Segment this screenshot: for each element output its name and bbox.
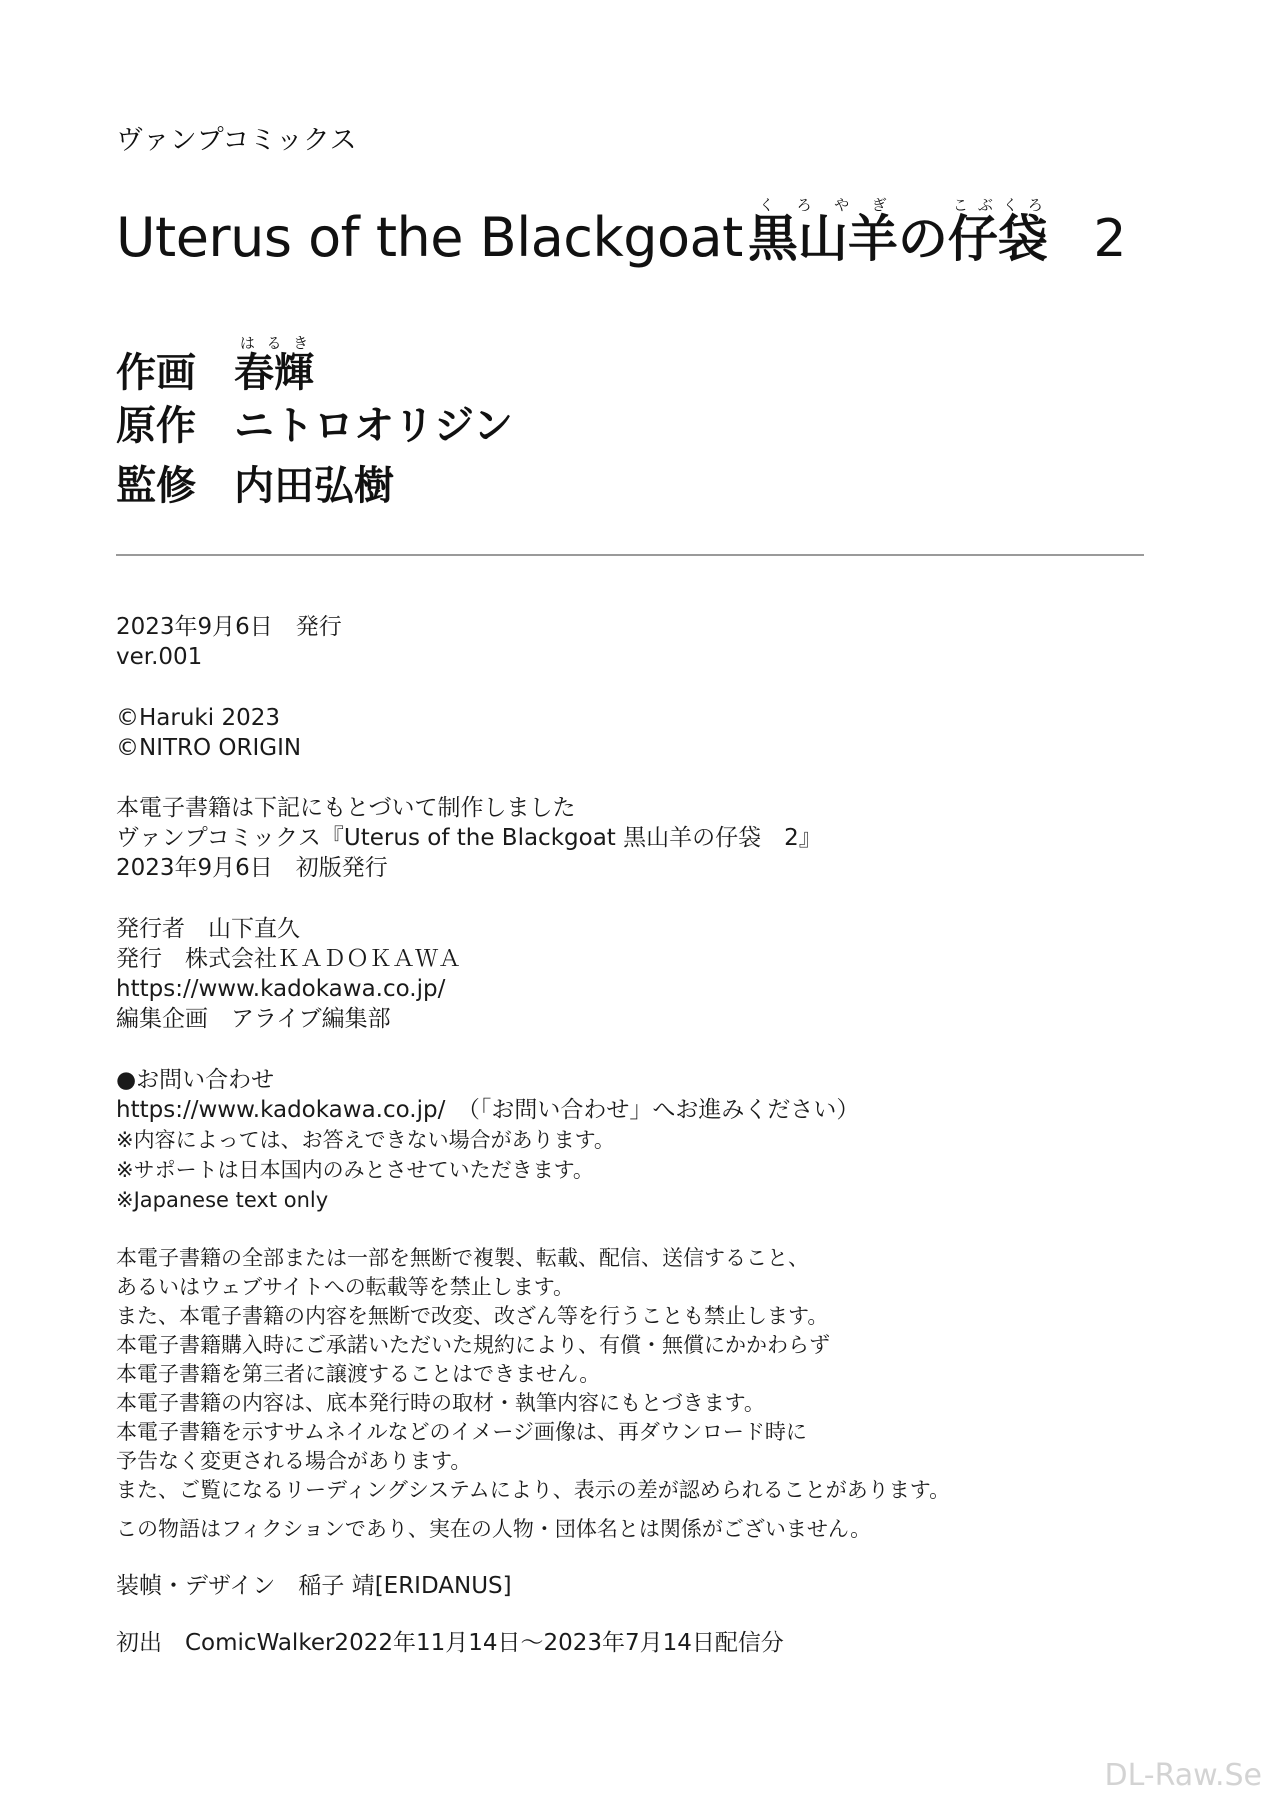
title-jp-part: の bbox=[897, 210, 948, 268]
publication-version: ver.001 bbox=[116, 644, 203, 670]
legal-line: また、ご覧になるリーディングシステムにより、表示の差が認められることがあります。 bbox=[116, 1478, 951, 1502]
source-line: ヴァンプコミックス『Uterus of the Blackgoat 黒山羊の仔袋 2』 bbox=[116, 825, 822, 851]
legal-line: また、本電子書籍の内容を無断で改変、改ざん等を行うことも禁止します。 bbox=[116, 1304, 829, 1328]
source-line: 本電子書籍は下記にもとづいて制作しました bbox=[116, 795, 576, 821]
contact-heading: ●お問い合わせ bbox=[116, 1067, 275, 1093]
publisher-line: 編集企画 アライブ編集部 bbox=[116, 1006, 391, 1032]
legal-line: 本電子書籍を第三者に譲渡することはできません。 bbox=[116, 1362, 601, 1386]
copyright-line: ©NITRO ORIGIN bbox=[116, 735, 302, 761]
credit-supervisor bbox=[116, 454, 394, 511]
credit-name: ニトロオリジン bbox=[234, 403, 513, 449]
publication-info bbox=[116, 612, 342, 672]
copyright-line: ©Haruki 2023 bbox=[116, 705, 280, 731]
legal-line: 本電子書籍の内容は、底本発行時の取材・執筆内容にもとづきます。 bbox=[116, 1391, 765, 1415]
credit-artist bbox=[116, 334, 314, 398]
publisher-block bbox=[116, 914, 461, 1034]
book-title bbox=[116, 196, 1126, 271]
publisher-line: 発行 株式会社ＫＡＤＯＫＡＷＡ bbox=[116, 946, 461, 972]
title-jp-part: 仔袋こぶくろ bbox=[947, 196, 1048, 268]
legal-line: 本電子書籍を示すサムネイルなどのイメージ画像は、再ダウンロード時に bbox=[116, 1420, 807, 1444]
title-english: Uterus of the Blackgoat bbox=[116, 206, 743, 269]
credit-role: 作画 bbox=[116, 350, 196, 396]
title-jp-part: 黒山羊くろやぎ bbox=[747, 196, 898, 268]
title-japanese bbox=[747, 196, 1065, 268]
credit-name: 内田弘樹 bbox=[234, 463, 394, 509]
legal-line: 本電子書籍購入時にご承諾いただいた規約により、有償・無償にかかわらず bbox=[116, 1333, 830, 1357]
contact-url-line: https://www.kadokawa.co.jp/ （「お問い合わせ」へお進みください） bbox=[116, 1097, 860, 1123]
legal-line: 予告なく変更される場合があります。 bbox=[116, 1449, 472, 1473]
design-credit: 装幀・デザイン 稲子 靖[ERIDANUS] bbox=[116, 1573, 512, 1599]
fiction-notice: この物語はフィクションであり、実在の人物・団体名とは関係がございません。 bbox=[116, 1517, 872, 1541]
contact-note: ※内容によっては、お答えできない場合があります。 bbox=[116, 1128, 615, 1152]
source-edition-block bbox=[116, 793, 822, 883]
credit-original bbox=[116, 394, 513, 451]
title-volume: 2 bbox=[1093, 209, 1127, 269]
contact-note: ※Japanese text only bbox=[116, 1188, 329, 1212]
legal-line: 本電子書籍の全部または一部を無断で複製、転載、配信、送信すること、 bbox=[116, 1246, 809, 1270]
contact-block bbox=[116, 1065, 859, 1215]
imprint-label: ヴァンプコミックス bbox=[116, 125, 357, 156]
divider bbox=[116, 554, 1144, 556]
credit-role: 監修 bbox=[116, 463, 196, 509]
copyright-block bbox=[116, 703, 301, 763]
contact-note: ※サポートは日本国内のみとさせていただきます。 bbox=[116, 1158, 594, 1182]
credit-name: 春輝はるき bbox=[234, 334, 314, 396]
source-line: 2023年9月6日 初版発行 bbox=[116, 855, 388, 881]
legal-block bbox=[116, 1244, 950, 1505]
publication-date: 2023年9月6日 発行 bbox=[116, 614, 342, 640]
first-appearance: 初出 ComicWalker2022年11月14日～2023年7月14日配信分 bbox=[116, 1630, 784, 1656]
credit-role: 原作 bbox=[116, 403, 196, 449]
publisher-url: https://www.kadokawa.co.jp/ bbox=[116, 976, 446, 1002]
watermark: DL-Raw.Se bbox=[1104, 1758, 1262, 1793]
publisher-line: 発行者 山下直久 bbox=[116, 916, 300, 942]
legal-line: あるいはウェブサイトへの転載等を禁止します。 bbox=[116, 1275, 575, 1299]
